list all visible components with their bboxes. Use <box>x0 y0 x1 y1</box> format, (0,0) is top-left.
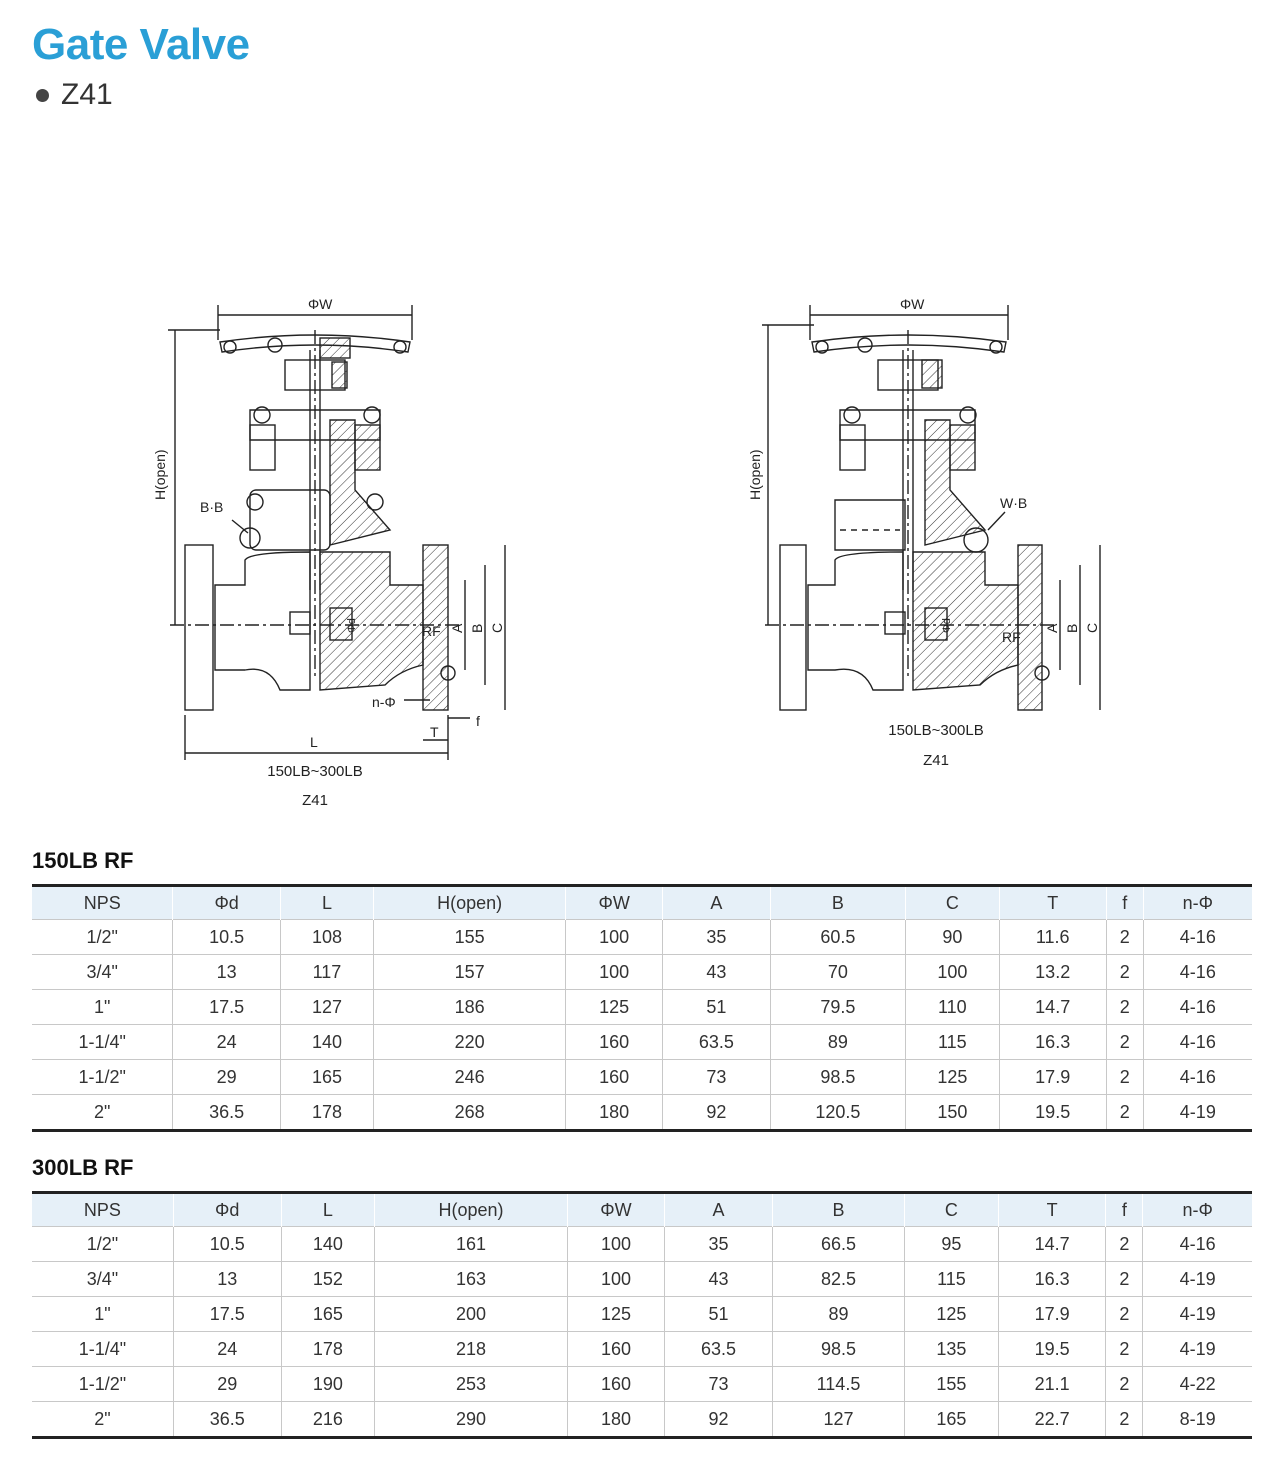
column-header: Φd <box>173 886 280 920</box>
table-cell: 220 <box>374 1025 566 1060</box>
table-cell: 4-16 <box>1143 1060 1252 1095</box>
bore-label: Φd <box>346 618 358 633</box>
table-cell: 155 <box>374 920 566 955</box>
table-cell: 66.5 <box>772 1227 904 1262</box>
table-cell: 290 <box>375 1402 568 1438</box>
table-row <box>32 955 1252 990</box>
table-row <box>32 1262 1252 1297</box>
table-cell: 100 <box>566 920 663 955</box>
table-row <box>32 1402 1252 1438</box>
column-header: L <box>280 886 373 920</box>
table-300lb-title: 300LB RF <box>32 1155 134 1180</box>
table-cell: 43 <box>665 1262 773 1297</box>
table-cell: 180 <box>567 1402 664 1438</box>
valve-drawing-bolted <box>140 290 520 760</box>
table-cell: 4-16 <box>1143 1227 1252 1262</box>
table-cell: 140 <box>280 1025 373 1060</box>
bullet-icon <box>36 89 49 102</box>
table-cell: 125 <box>566 990 663 1025</box>
spec-table-300lb <box>32 1191 1252 1439</box>
table-cell: 17.5 <box>173 1297 281 1332</box>
table-cell: 63.5 <box>663 1025 770 1060</box>
table-cell: 4-19 <box>1143 1262 1252 1297</box>
table-cell: 17.9 <box>998 1297 1106 1332</box>
column-header: n-Φ <box>1143 1193 1252 1227</box>
table-cell: 82.5 <box>772 1262 904 1297</box>
table-cell: 11.6 <box>999 920 1106 955</box>
table-cell: 165 <box>905 1402 999 1438</box>
column-header: f <box>1106 886 1143 920</box>
dim-a-label-2: A <box>1044 623 1060 633</box>
table-cell: 36.5 <box>173 1095 280 1131</box>
table-cell: 24 <box>173 1332 281 1367</box>
dim-b-label: B <box>469 623 485 633</box>
dim-height-label: H(open) <box>152 449 168 500</box>
drawing-1-model: Z41 <box>302 792 328 809</box>
column-header: Φd <box>173 1193 281 1227</box>
table-cell: 125 <box>906 1060 999 1095</box>
table-cell: 150 <box>906 1095 999 1131</box>
model-subtitle <box>36 78 113 112</box>
table-row <box>32 1367 1252 1402</box>
column-header: T <box>999 886 1106 920</box>
table-cell: 1/2" <box>32 920 173 955</box>
dim-height-label-2: H(open) <box>747 449 763 500</box>
table-cell: 14.7 <box>998 1227 1106 1262</box>
table-cell: 79.5 <box>770 990 906 1025</box>
column-header: B <box>770 886 906 920</box>
table-cell: 165 <box>280 1060 373 1095</box>
table-cell: 1-1/4" <box>32 1025 173 1060</box>
table-cell: 10.5 <box>173 920 280 955</box>
table-cell: 2 <box>1106 1332 1143 1367</box>
table-cell: 2 <box>1106 990 1143 1025</box>
table-cell: 157 <box>374 955 566 990</box>
table-cell: 110 <box>906 990 999 1025</box>
table-row <box>32 1095 1252 1131</box>
detail-label-bb: B·B <box>200 499 224 515</box>
model-code: Z41 <box>61 78 113 111</box>
table-cell: 19.5 <box>999 1095 1106 1131</box>
table-cell: 4-16 <box>1143 955 1252 990</box>
column-header: L <box>281 1193 375 1227</box>
table-row <box>32 1297 1252 1332</box>
table-cell: 89 <box>770 1025 906 1060</box>
table-cell: 160 <box>567 1332 664 1367</box>
table-row <box>32 1060 1252 1095</box>
table-cell: 14.7 <box>999 990 1106 1025</box>
table-cell: 4-19 <box>1143 1095 1252 1131</box>
table-cell: 108 <box>280 920 373 955</box>
table-cell: 178 <box>281 1332 375 1367</box>
table-cell: 246 <box>374 1060 566 1095</box>
table-cell: 51 <box>663 990 770 1025</box>
dim-c-label: C <box>489 622 505 633</box>
table-cell: 160 <box>566 1025 663 1060</box>
table-cell: 218 <box>375 1332 568 1367</box>
table-cell: 43 <box>663 955 770 990</box>
table-cell: 1" <box>32 990 173 1025</box>
table-cell: 36.5 <box>173 1402 281 1438</box>
table-cell: 2 <box>1106 920 1143 955</box>
table-cell: 73 <box>663 1060 770 1095</box>
table-cell: 190 <box>281 1367 375 1402</box>
table-cell: 13.2 <box>999 955 1106 990</box>
table-cell: 125 <box>567 1297 664 1332</box>
column-header: ΦW <box>567 1193 664 1227</box>
table-cell: 2 <box>1106 1367 1143 1402</box>
dim-width-label-2: ΦW <box>900 296 925 312</box>
column-header: NPS <box>32 1193 173 1227</box>
table-cell: 89 <box>772 1297 904 1332</box>
dim-b-label-2: B <box>1064 623 1080 633</box>
table-cell: 22.7 <box>998 1402 1106 1438</box>
column-header: C <box>905 1193 999 1227</box>
table-cell: 165 <box>281 1297 375 1332</box>
table-cell: 115 <box>906 1025 999 1060</box>
table-cell: 35 <box>665 1227 773 1262</box>
table-cell: 2 <box>1106 1095 1143 1131</box>
table-cell: 100 <box>567 1227 664 1262</box>
column-header: H(open) <box>374 886 566 920</box>
table-cell: 180 <box>566 1095 663 1131</box>
table-cell: 63.5 <box>665 1332 773 1367</box>
detail-label-wb: W·B <box>1000 495 1028 511</box>
table-cell: 51 <box>665 1297 773 1332</box>
drawing-1-class: 150LB~300LB <box>267 763 363 780</box>
table-cell: 2 <box>1106 1060 1143 1095</box>
table-cell: 21.1 <box>998 1367 1106 1402</box>
table-cell: 4-16 <box>1143 1025 1252 1060</box>
table-cell: 163 <box>375 1262 568 1297</box>
table-150lb-title: 150LB RF <box>32 848 134 873</box>
table-cell: 2" <box>32 1402 173 1438</box>
column-header: H(open) <box>375 1193 568 1227</box>
rf-label-2: RF <box>1002 629 1021 645</box>
column-header: B <box>772 1193 904 1227</box>
valve-drawing-welded <box>740 290 1120 720</box>
table-cell: 127 <box>280 990 373 1025</box>
holes-label: n-Φ <box>372 694 396 710</box>
table-cell: 160 <box>566 1060 663 1095</box>
table-cell: 2 <box>1106 1025 1143 1060</box>
table-cell: 160 <box>567 1367 664 1402</box>
table-cell: 178 <box>280 1095 373 1131</box>
table-header-row <box>32 886 1252 920</box>
table-cell: 95 <box>905 1227 999 1262</box>
table-cell: 125 <box>905 1297 999 1332</box>
drawing-2-class: 150LB~300LB <box>888 722 984 739</box>
table-cell: 4-22 <box>1143 1367 1252 1402</box>
column-header: f <box>1106 1193 1143 1227</box>
table-cell: 1/2" <box>32 1227 173 1262</box>
drawing-2-model: Z41 <box>923 752 949 769</box>
table-cell: 73 <box>665 1367 773 1402</box>
column-header: C <box>906 886 999 920</box>
table-cell: 24 <box>173 1025 280 1060</box>
table-row <box>32 1227 1252 1262</box>
table-cell: 4-19 <box>1143 1332 1252 1367</box>
table-header-row <box>32 1193 1252 1227</box>
column-header: A <box>665 1193 773 1227</box>
column-header: n-Φ <box>1143 886 1252 920</box>
page-title: Gate Valve <box>32 20 250 69</box>
table-cell: 29 <box>173 1367 281 1402</box>
table-cell: 117 <box>280 955 373 990</box>
table-cell: 2 <box>1106 1297 1143 1332</box>
table-row <box>32 920 1252 955</box>
table-cell: 127 <box>772 1402 904 1438</box>
table-cell: 114.5 <box>772 1367 904 1402</box>
table-cell: 16.3 <box>999 1025 1106 1060</box>
table-cell: 1-1/2" <box>32 1060 173 1095</box>
column-header: NPS <box>32 886 173 920</box>
table-cell: 140 <box>281 1227 375 1262</box>
table-cell: 253 <box>375 1367 568 1402</box>
table-row <box>32 990 1252 1025</box>
table-cell: 152 <box>281 1262 375 1297</box>
table-cell: 2 <box>1106 1402 1143 1438</box>
table-cell: 161 <box>375 1227 568 1262</box>
table-cell: 120.5 <box>770 1095 906 1131</box>
table-cell: 17.5 <box>173 990 280 1025</box>
table-cell: 90 <box>906 920 999 955</box>
table-cell: 216 <box>281 1402 375 1438</box>
table-cell: 19.5 <box>998 1332 1106 1367</box>
table-cell: 1-1/2" <box>32 1367 173 1402</box>
table-cell: 1-1/4" <box>32 1332 173 1367</box>
column-header: ΦW <box>566 886 663 920</box>
table-cell: 268 <box>374 1095 566 1131</box>
dim-c-label-2: C <box>1084 622 1100 633</box>
table-cell: 3/4" <box>32 955 173 990</box>
table-row <box>32 1332 1252 1367</box>
table-cell: 155 <box>905 1367 999 1402</box>
table-cell: 92 <box>663 1095 770 1131</box>
table-cell: 1" <box>32 1297 173 1332</box>
table-cell: 29 <box>173 1060 280 1095</box>
table-cell: 4-16 <box>1143 990 1252 1025</box>
dim-thick-label: T <box>430 724 439 740</box>
table-cell: 200 <box>375 1297 568 1332</box>
table-cell: 16.3 <box>998 1262 1106 1297</box>
spec-table-150lb <box>32 884 1252 1132</box>
table-cell: 70 <box>770 955 906 990</box>
table-cell: 100 <box>566 955 663 990</box>
table-cell: 13 <box>173 1262 281 1297</box>
table-cell: 2" <box>32 1095 173 1131</box>
dim-width-label: ΦW <box>308 296 333 312</box>
table-cell: 4-19 <box>1143 1297 1252 1332</box>
table-cell: 98.5 <box>772 1332 904 1367</box>
table-cell: 35 <box>663 920 770 955</box>
table-cell: 10.5 <box>173 1227 281 1262</box>
bore-label-2: Φd <box>941 618 953 633</box>
dim-raise-label: f <box>476 713 480 729</box>
dim-length-label: L <box>310 734 318 750</box>
table-cell: 2 <box>1106 1227 1143 1262</box>
dim-a-label: A <box>449 623 465 633</box>
rf-label: RF <box>422 623 441 639</box>
table-cell: 4-16 <box>1143 920 1252 955</box>
table-cell: 2 <box>1106 1262 1143 1297</box>
column-header: T <box>998 1193 1106 1227</box>
table-cell: 92 <box>665 1402 773 1438</box>
table-cell: 60.5 <box>770 920 906 955</box>
table-cell: 100 <box>567 1262 664 1297</box>
column-header: A <box>663 886 770 920</box>
table-cell: 3/4" <box>32 1262 173 1297</box>
table-cell: 17.9 <box>999 1060 1106 1095</box>
table-cell: 98.5 <box>770 1060 906 1095</box>
table-row <box>32 1025 1252 1060</box>
table-cell: 186 <box>374 990 566 1025</box>
table-cell: 2 <box>1106 955 1143 990</box>
table-cell: 13 <box>173 955 280 990</box>
table-cell: 100 <box>906 955 999 990</box>
table-cell: 115 <box>905 1262 999 1297</box>
table-cell: 135 <box>905 1332 999 1367</box>
table-cell: 8-19 <box>1143 1402 1252 1438</box>
